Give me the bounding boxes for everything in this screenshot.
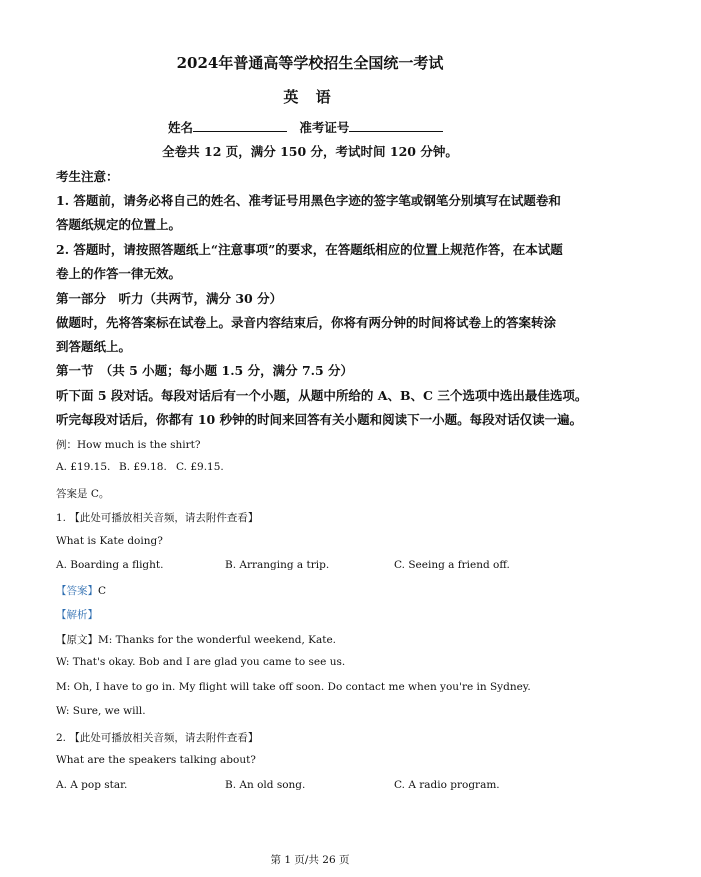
note-2-line-1: 2. 答题时，请按照答题纸上“注意事项”的要求，在答题纸相应的位置上规范作答，在本试题 <box>56 242 563 257</box>
q1-answer <box>56 583 106 598</box>
q1-option-b: B. Arranging a trip. <box>225 559 330 571</box>
example-option-c: C. £9.15. <box>176 461 224 473</box>
note-1-line-1: 1. 答题前，请务必将自己的姓名、准考证号用黑色字迹的签字笔或钢笔分别填写在试题卷和 <box>56 193 561 208</box>
part1-instruction-line-2: 到答题纸上。 <box>56 339 132 354</box>
id-blank[interactable] <box>349 119 443 132</box>
q2-audio-note[interactable]: 【此处可播放相关音频，请去附件查看】 <box>69 732 259 744</box>
part1-heading: 第一部分 听力（共两节，满分 30 分） <box>56 291 283 306</box>
example-option-a: A. £19.15. <box>56 461 111 473</box>
name-label: 姓名 <box>168 120 194 135</box>
exam-total-info: 全卷共 12 页，满分 150 分，考试时间 120 分钟。 <box>162 144 458 159</box>
section1-instruction-line-2: 听完每段对话后，你都有 10 秒钟的时间来回答有关小题和阅读下一小题。每段对话仅读一遍。 <box>56 412 583 427</box>
note-1-line-2: 答题纸规定的位置上。 <box>56 217 182 232</box>
answer-tag: 【答案】 <box>56 585 98 597</box>
q2-option-c: C. A radio program. <box>394 779 500 791</box>
example-question: 例：How much is the shirt? <box>56 439 201 451</box>
q1-number: 1. <box>56 512 67 524</box>
transcript-line-1 <box>56 632 336 647</box>
name-blank[interactable] <box>193 119 287 132</box>
transcript-line-4: W: Sure, we will. <box>56 705 146 717</box>
q1-header <box>56 510 258 525</box>
section1-heading: 第一节 （共 5 小题；每小题 1.5 分，满分 7.5 分） <box>56 363 354 378</box>
q2-question: What are the speakers talking about? <box>56 754 256 766</box>
q1-option-c: C. Seeing a friend off. <box>394 559 510 571</box>
q2-number: 2. <box>56 732 67 744</box>
part1-instruction-line-1: 做题时，先将答案标在试卷上。录音内容结束后，你将有两分钟的时间将试卷上的答案转涂 <box>56 315 557 330</box>
candidate-fields <box>168 118 451 136</box>
page-footer: 第 1 页/共 26 页 <box>270 854 350 866</box>
q1-question: What is Kate doing? <box>56 535 163 547</box>
id-label: 准考证号 <box>299 120 350 135</box>
example-option-b: B. £9.18. <box>119 461 167 473</box>
exam-title: 2024年普通高等学校招生全国统一考试 <box>176 54 444 72</box>
q2-option-a: A. A pop star. <box>56 779 128 791</box>
q2-option-b: B. An old song. <box>225 779 306 791</box>
q2-header <box>56 730 258 745</box>
note-2-line-2: 卷上的作答一律无效。 <box>56 266 182 281</box>
notes-heading: 考生注意： <box>56 169 119 184</box>
subject-title: 英 语 <box>283 88 337 106</box>
q1-option-a: A. Boarding a flight. <box>56 559 164 571</box>
q1-audio-note[interactable]: 【此处可播放相关音频，请去附件查看】 <box>69 512 259 524</box>
transcript-line-2: W: That's okay. Bob and I are glad you came to see us. <box>56 656 346 668</box>
analysis-tag: 【解析】 <box>56 609 98 621</box>
section1-instruction-line-1: 听下面 5 段对话。每段对话后有一个小题，从题中所给的 A、B、C 三个选项中选出最佳选项。 <box>56 388 588 403</box>
answer-value: C <box>98 585 107 597</box>
transcript-line-3: M: Oh, I have to go in. My flight will take off soon. Do contact me when you're in Sydney. <box>56 681 531 693</box>
transcript-text-1: M: Thanks for the wonderful weekend, Kate. <box>98 634 336 646</box>
example-answer: 答案是 C。 <box>56 488 110 500</box>
transcript-tag: 【原文】 <box>56 634 98 646</box>
